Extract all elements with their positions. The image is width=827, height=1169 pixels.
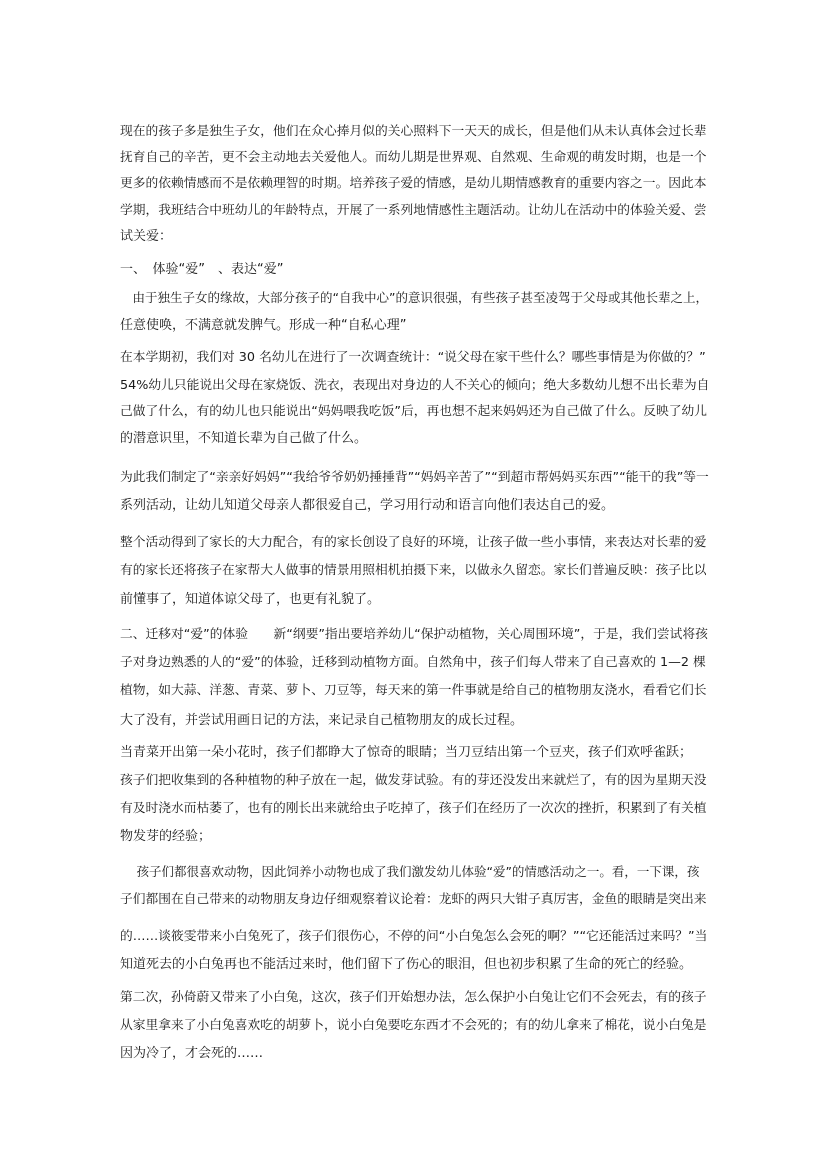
text-line-25: 物发芽的经验； bbox=[120, 829, 212, 844]
text-line-21: 大了没有，并尝试用画日记的方法，来记录自己植物朋友的成长过程。 bbox=[120, 713, 524, 728]
text-line-31: 从家里拿来了小白兔喜欢吃的胡萝卜，说小白兔要吃东西才不会死的；有的幼儿拿来了棉花，说小白兔是 bbox=[120, 1018, 707, 1033]
text-line-7: 由于独生子女的缘故，大部分孩子的“自我中心”的意识很强，有些孩子甚至凌驾于父母或其他长辈之上， bbox=[120, 290, 708, 305]
text-line-12: 的潜意识里，不知道长辈为自己做了什么。 bbox=[120, 431, 368, 446]
text-line-1: 现在的孩子多是独生子女，他们在众心捧月似的关心照料下一天天的成长，但是他们从未认真体会过长辈 bbox=[120, 124, 707, 139]
text-line-26: 孩子们都很喜欢动物，因此饲养小动物也成了我们激发幼儿体验“爱”的情感活动之一。看，一下课，孩 bbox=[120, 864, 700, 879]
text-line-14: 系列活动，让幼儿知道父母亲人都很爱自己，学习用行动和语言向他们表达自己的爱。 bbox=[120, 498, 615, 513]
text-line-4: 学期，我班结合中班幼儿的年龄特点，开展了一系列地情感性主题活动。让幼儿在活动中的体验关爱、尝 bbox=[120, 203, 707, 218]
text-line-28: 的……谈筱雯带来小白兔死了，孩子们很伤心，不停的问“小白兔怎么会死的啊？”“它还能活过来吗？”当 bbox=[120, 929, 708, 944]
text-line-2: 抚育自己的辛苦，更不会主动地去关爱他人。而幼儿期是世界观、自然观、生命观的萌发时期，也是一个 bbox=[120, 150, 707, 165]
text-line-27: 子们都围在自己带来的动物朋友身边仔细观察着议论着：龙虾的两只大钳子真厉害，金鱼的眼睛是突出来 bbox=[120, 892, 707, 907]
section-heading-2: 二、迁移对“爱”的体验 新“纲要”指出要培养幼儿“保护动植物，关心周围环境”，于是，我们尝试将孩 bbox=[120, 627, 708, 642]
text-line-19: 子对身边熟悉的人的“爱”的体验，迁移到动植物方面。自然角中，孩子们每人带来了自己喜欢的 1—2 棵 bbox=[120, 655, 706, 670]
text-line-9: 在本学期初，我们对 30 名幼儿在进行了一次调查统计：“说父母在家干些什么？哪些事情是为你做的？” bbox=[120, 350, 706, 365]
text-line-32: 因为冷了，才会死的…… bbox=[120, 1046, 264, 1061]
text-line-10: 54%幼儿只能说出父母在家烧饭、洗衣，表现出对身边的人不关心的倾向；绝大多数幼儿想不出长辈为自 bbox=[120, 378, 710, 393]
text-line-17: 前懂事了，知道体谅父母了，也更有礼貌了。 bbox=[120, 592, 381, 607]
text-line-24: 有及时浇水而枯萎了，也有的刚长出来就给虫子吃掉了，孩子们在经历了一次次的挫折，积累到了有关植 bbox=[120, 801, 707, 816]
text-line-20: 植物，如大蒜、洋葱、青菜、萝卜、刀豆等，每天来的第一件事就是给自己的植物朋友浇水，看看它们长 bbox=[120, 683, 707, 698]
text-line-15: 整个活动得到了家长的大力配合，有的家长创设了良好的环境，让孩子做一些小事情，来表达对长辈的爱 bbox=[120, 535, 707, 550]
text-line-5: 试关爱： bbox=[120, 229, 173, 244]
text-line-23: 孩子们把收集到的各种植物的种子放在一起，做发芽试验。有的芽还没发出来就烂了，有的因为星期天没 bbox=[120, 773, 707, 788]
text-line-22: 当青菜开出第一朵小花时，孩子们都睁大了惊奇的眼睛；当刀豆结出第一个豆夹，孩子们欢呼雀跃； bbox=[120, 745, 693, 760]
text-line-30: 第二次，孙倚蔚又带来了小白兔，这次，孩子们开始想办法，怎么保护小白兔让它们不会死去，有的孩子 bbox=[120, 990, 707, 1005]
text-line-16: 有的家长还将孩子在家帮大人做事的情景用照相机拍摄下来，以做永久留恋。家长们普遍反映：孩子比以 bbox=[120, 563, 707, 578]
section-heading-1: 一、 体验“爱” 、表达“爱” bbox=[120, 262, 284, 277]
text-line-11: 己做了什么，有的幼儿也只能说出“妈妈喂我吃饭”后，再也想不起来妈妈还为自己做了什么。反映了幼儿 bbox=[120, 404, 707, 419]
text-line-29: 知道死去的小白兔再也不能活过来时，他们留下了伤心的眼泪，但也初步积累了生命的死亡的经验。 bbox=[120, 957, 693, 972]
text-line-8: 任意使唤，不满意就发脾气。形成一种“自私心理” bbox=[120, 318, 407, 333]
text-line-3: 更多的依赖情感而不是依赖理智的时期。培养孩子爱的情感，是幼儿期情感教育的重要内容之一。因此本 bbox=[120, 176, 707, 191]
text-line-13: 为此我们制定了“亲亲好妈妈”“我给爷爷奶奶捶捶背”“妈妈辛苦了”“到超市帮妈妈买东西”“能干的我”等一 bbox=[120, 470, 709, 485]
